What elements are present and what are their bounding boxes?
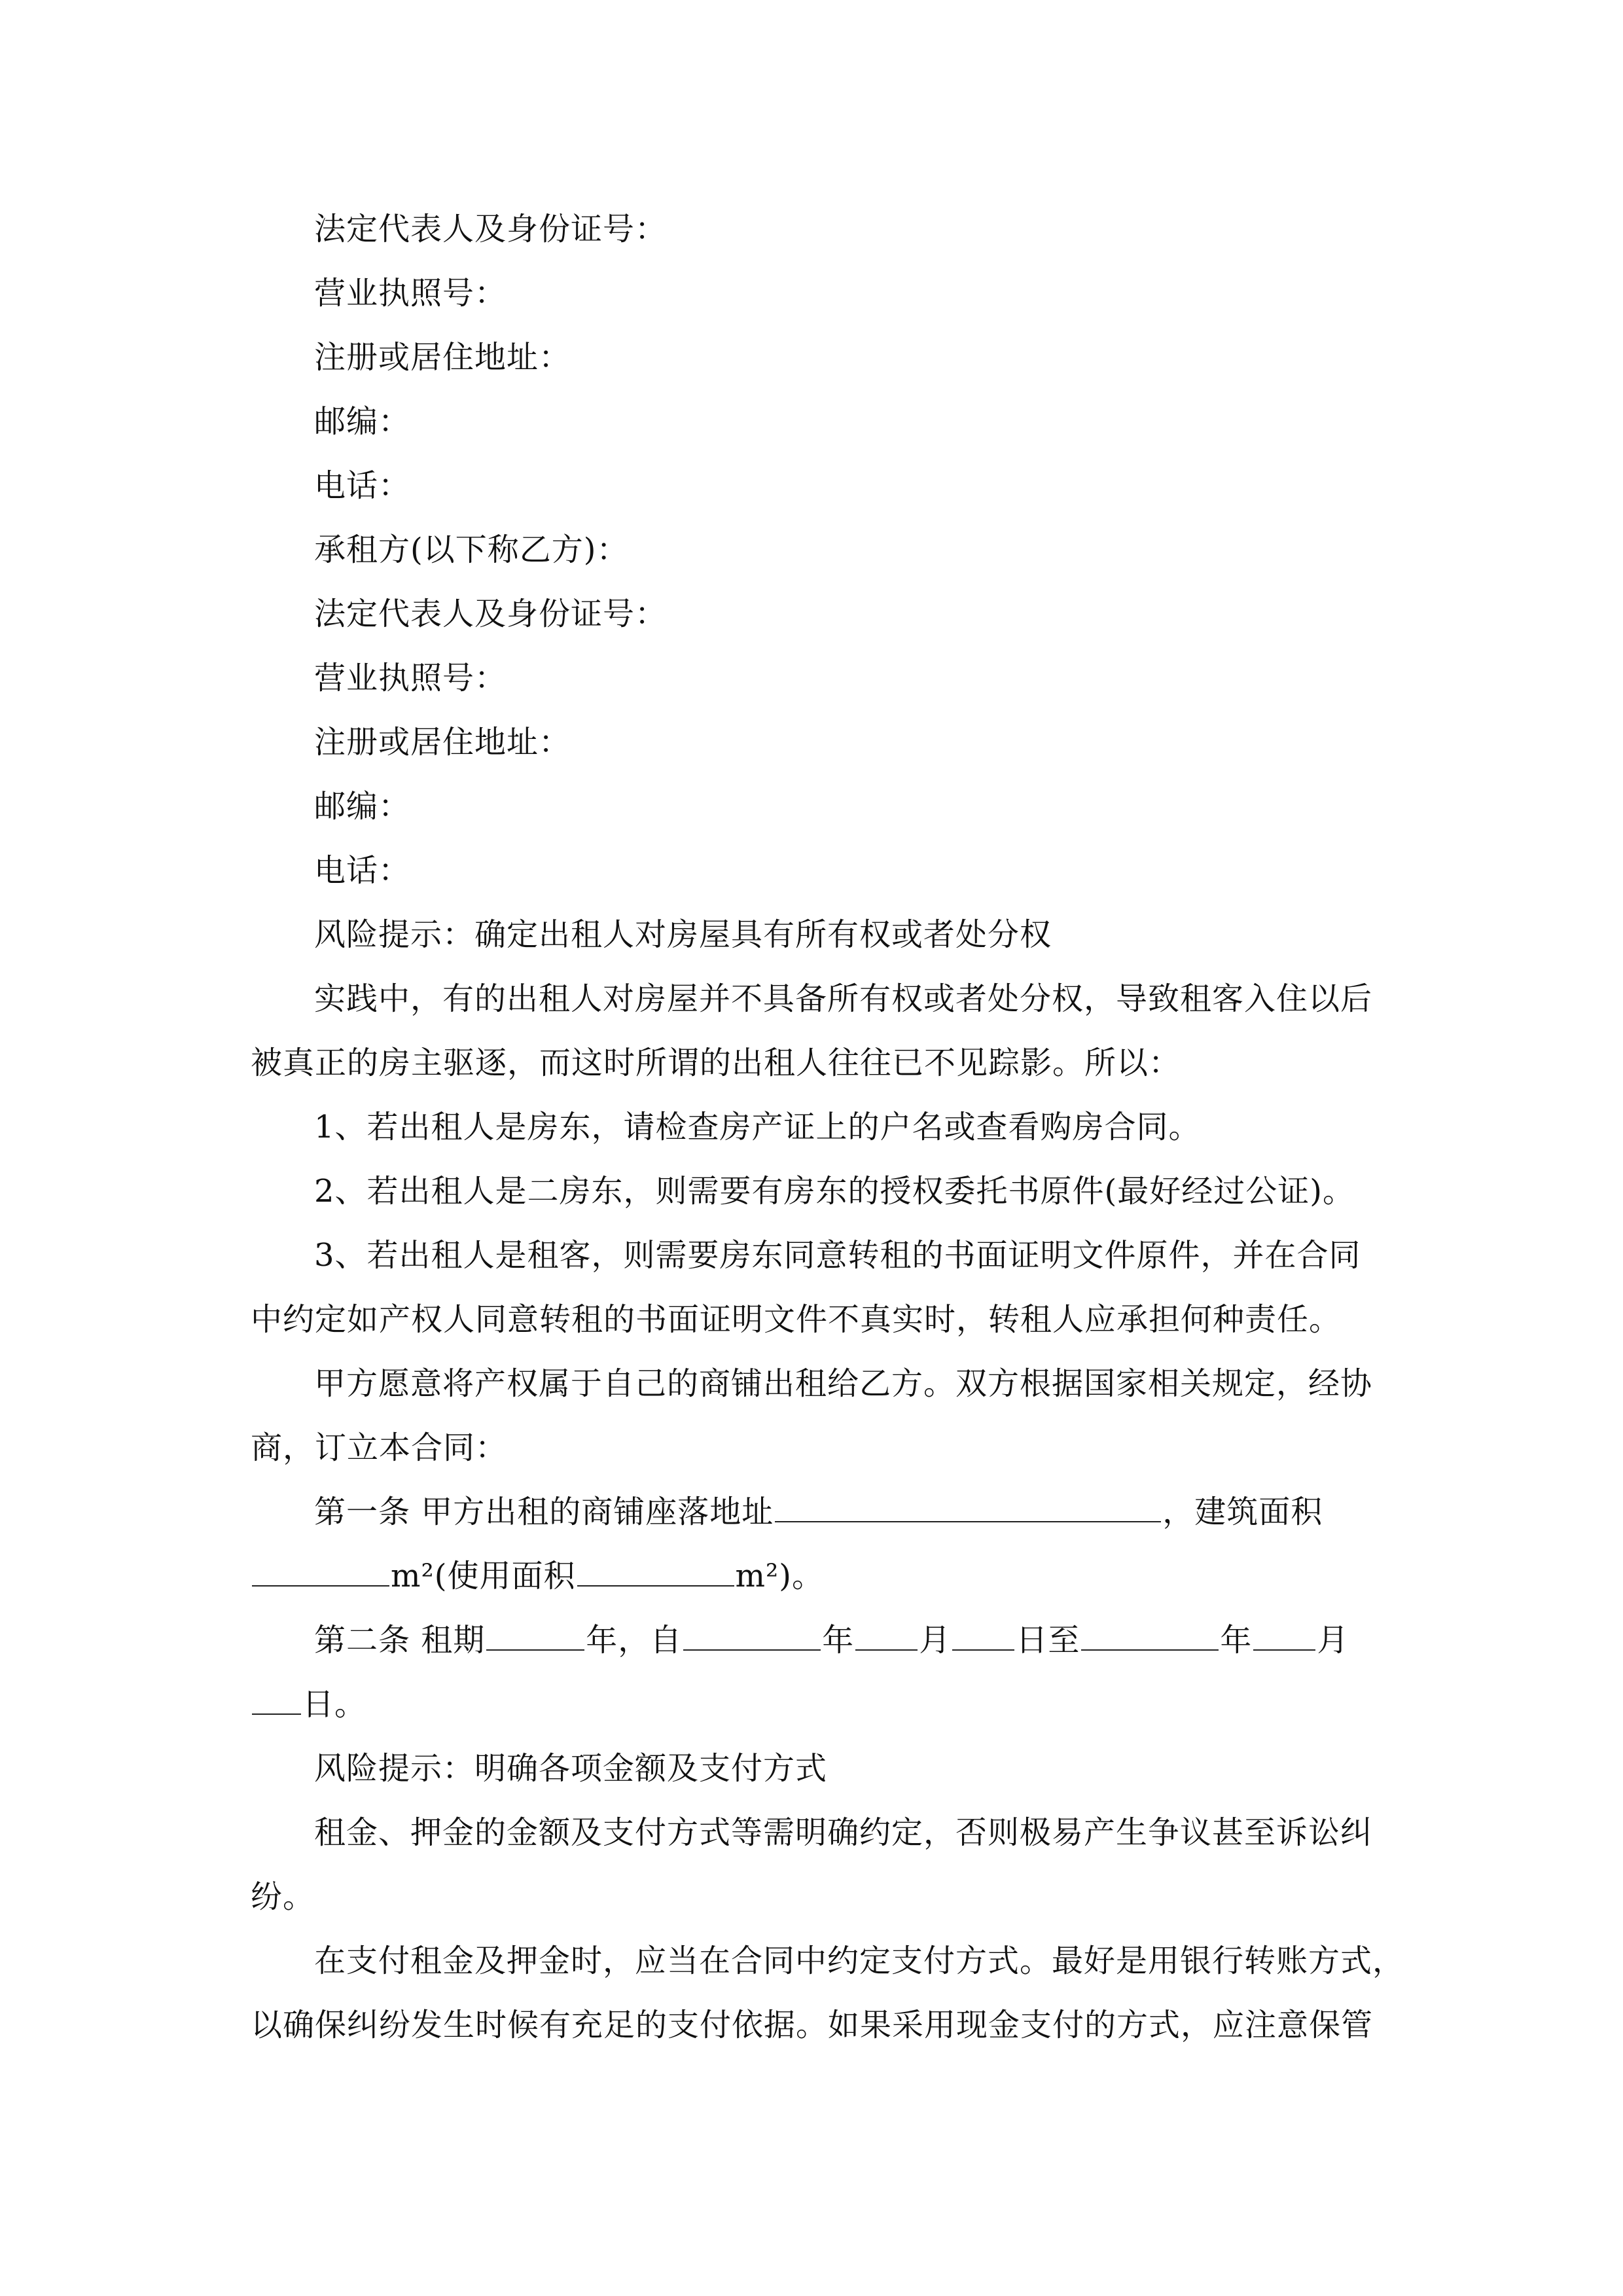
article-1-text-c: m²(使用面积 xyxy=(391,1558,576,1594)
article-2-line-1 xyxy=(314,1619,1349,1661)
text-line: 2、若出租人是二房东，则需要有房东的授权委托书原件(最好经过公证)。 xyxy=(314,1173,1355,1210)
text-line: 承租方(以下称乙方)： xyxy=(314,531,629,568)
text-line: 法定代表人及身份证号： xyxy=(314,596,668,632)
article-2-text-a: 第二条 租期 xyxy=(314,1622,486,1659)
text-line: 1、若出租人是房东，请检查房产证上的户名或查看购房合同。 xyxy=(314,1109,1201,1145)
term-years-blank xyxy=(486,1619,584,1651)
text-line: 邮编： xyxy=(314,788,411,825)
address-blank xyxy=(775,1491,1161,1522)
text-line: 中约定如产权人同意转租的书面证明文件不真实时，转租人应承担何种责任。 xyxy=(251,1301,1342,1338)
text-line: 在支付租金及押金时，应当在合同中约定支付方式。最好是用银行转账方式， xyxy=(314,1943,1405,1979)
text-line: 3、若出租人是租客，则需要房东同意转租的书面证明文件原件，并在合同 xyxy=(314,1237,1361,1274)
text-line: 纷。 xyxy=(251,1878,315,1915)
text-line: 以确保纠纷发生时候有充足的支付依据。如果采用现金支付的方式，应注意保管 xyxy=(251,2007,1374,2043)
text-line: 法定代表人及身份证号： xyxy=(314,211,668,247)
start-year-blank xyxy=(683,1619,821,1651)
text-line: 注册或居住地址： xyxy=(314,724,571,761)
text-line: 风险提示：明确各项金额及支付方式 xyxy=(314,1750,828,1787)
usable-area-blank xyxy=(577,1555,734,1587)
article-2-text-c: 年 xyxy=(822,1622,855,1659)
text-line: 风险提示：确定出租人对房屋具有所有权或者处分权 xyxy=(314,916,1052,953)
text-line: 电话： xyxy=(314,852,411,889)
start-month-blank xyxy=(855,1619,918,1651)
article-2-text-e: 日至 xyxy=(1016,1622,1080,1659)
text-line: 电话： xyxy=(314,467,411,504)
text-line: 租金、押金的金额及支付方式等需明确约定，否则极易产生争议甚至诉讼纠 xyxy=(314,1814,1373,1851)
article-2-text-d: 月 xyxy=(919,1622,952,1659)
start-day-blank xyxy=(952,1619,1014,1651)
article-2-text-b: 年，自 xyxy=(586,1622,683,1659)
text-line: 实践中，有的出租人对房屋并不具备所有权或者处分权，导致租客入住以后 xyxy=(314,980,1373,1017)
text-line: 营业执照号： xyxy=(314,660,507,696)
text-line: 商，订立本合同： xyxy=(251,1429,508,1466)
article-1-text-b: ，建筑面积 xyxy=(1162,1494,1323,1530)
text-line: 营业执照号： xyxy=(314,275,507,312)
article-2-text-g: 月 xyxy=(1317,1622,1349,1659)
text-line: 甲方愿意将产权属于自己的商铺出租给乙方。双方根据国家相关规定，经协 xyxy=(314,1365,1373,1402)
article-1-line-2 xyxy=(251,1555,824,1597)
article-1-text-d: m²)。 xyxy=(735,1558,824,1594)
article-2-text-f: 年 xyxy=(1220,1622,1253,1659)
end-day-blank xyxy=(252,1683,301,1715)
article-1-text-a: 第一条 甲方出租的商铺座落地址 xyxy=(314,1494,774,1530)
end-year-blank xyxy=(1081,1619,1219,1651)
article-1-line-1 xyxy=(314,1491,1323,1533)
text-line: 注册或居住地址： xyxy=(314,339,571,376)
text-line: 被真正的房主驱逐，而这时所谓的出租人往往已不见踪影。所以： xyxy=(251,1045,1181,1081)
floor-area-blank xyxy=(252,1555,389,1587)
article-2-line-2 xyxy=(251,1683,366,1725)
article-2-text-h: 日。 xyxy=(302,1686,367,1723)
end-month-blank xyxy=(1253,1619,1315,1651)
text-line: 邮编： xyxy=(314,403,411,440)
